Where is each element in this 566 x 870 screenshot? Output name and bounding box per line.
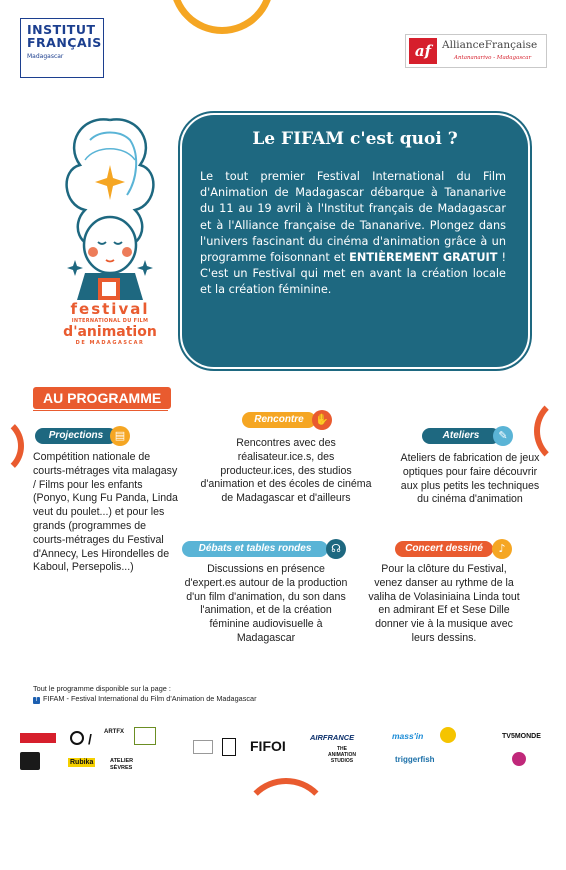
af-mark: af <box>409 38 437 64</box>
ateliers-text: Ateliers de fabrication de jeux optiques pour faire découvrir aux plus petits les techniques du cinéma d'animation <box>400 452 540 506</box>
info-text: ! C'est un Festival qui met en avant la création locale et la création féminine. <box>200 251 506 297</box>
festival-title <box>60 300 160 346</box>
sponsor-logo <box>20 733 56 743</box>
projections-text: Compétition nationale de courts-métrages vita malagasy / Films pour les enfants (Ponyo, Kung Fu Panda, Linda veut du poulet...) et pour les grands (programmes de courts-métrages du Festival d'Annecy, Les Hirondelles de Kaboul, Persepolis...) <box>33 451 178 574</box>
logo-text: Antananarivo - Madagascar <box>454 55 532 61</box>
debats-label: Débats et tables rondes <box>182 541 328 557</box>
logo-text: FRANÇAIS <box>27 35 102 50</box>
sponsor-logo <box>70 731 84 745</box>
concert-label: Concert dessiné <box>395 541 493 557</box>
discussion-icon: ☊ <box>326 539 346 559</box>
programme-heading: AU PROGRAMME <box>33 387 171 409</box>
atelier-sevres-logo: ATELIER SÈVRES <box>110 758 134 771</box>
airfrance-logo: AIRFRANCE <box>310 733 355 742</box>
divider <box>33 410 168 411</box>
rencontre-label: Rencontre <box>242 412 316 428</box>
festival-title-sub: INTERNATIONAL DU FILM <box>71 318 149 324</box>
handshake-icon: ✋ <box>312 410 332 430</box>
decorative-arc <box>240 778 332 870</box>
info-body <box>200 169 506 299</box>
film-icon: ▤ <box>110 426 130 446</box>
ateliers-label: Ateliers <box>422 428 500 444</box>
animation-studios-logo: THE ANIMATION STUDIOS <box>328 746 356 764</box>
music-icon: ♪ <box>492 539 512 559</box>
info-box <box>182 115 528 367</box>
logo-text: AllianceFrançaise <box>442 39 538 51</box>
sponsor-logo <box>512 752 526 766</box>
info-text: Le tout premier Festival International du Film d'Animation de Madagascar débarque à Tananarive du 11 au 19 avril à l'Institut français de Madagascar et à l'Alliance française de Tananarive. Plongez dans l'univers fascinant du cinéma d'animation grâce à un programme foisonnant et <box>200 170 506 265</box>
festival-title-word: d'animation <box>63 324 157 340</box>
massin-logo: mass'in <box>392 731 424 741</box>
logo-text: INSTITUT <box>27 22 96 37</box>
facebook-page-name: FIFAM - Festival International du Film d'Animation de Madagascar <box>43 694 257 703</box>
facebook-icon: f <box>33 697 40 704</box>
logo-text: Madagascar <box>27 53 64 60</box>
footer-info <box>33 684 257 704</box>
rubika-logo: Rubika <box>70 759 94 766</box>
sponsor-logo <box>440 727 456 743</box>
projections-label: Projections <box>35 428 117 444</box>
tv5monde-logo: TV5MONDE <box>502 733 541 740</box>
sponsor-logo <box>134 727 156 745</box>
info-text-strong: ENTIÈREMENT GRATUIT <box>349 251 498 265</box>
footer-line: Tout le programme disponible sur la page : <box>33 684 171 693</box>
info-title: Le FIFAM c'est quoi ? <box>252 129 458 149</box>
workshop-icon: ✎ <box>493 426 513 446</box>
sponsor-logo <box>20 752 40 770</box>
rencontre-text: Rencontres avec des réalisateur.ice.s, des producteur.ices, des studios d'animation et des écoles de cinéma de Madagascar et d'ailleurs <box>200 437 372 505</box>
concert-text: Pour la clôture du Festival, venez danser au rythme de la valiha de Volasiniaina Linda tout en admirant Ef et Sese Dille donner vie à la musique avec leurs dessins. <box>368 563 520 644</box>
festival-title-word: festival <box>70 300 150 318</box>
debats-text: Discussions en présence d'expert.es autour de la production d'un film d'animation, du son dans l'animation, et de la création féminine audiovisuelle à Madagascar <box>184 563 348 644</box>
sponsor-logo <box>193 740 213 754</box>
sponsor-logo <box>222 738 236 756</box>
triggerfish-logo: triggerfish <box>395 755 435 764</box>
facebook-page-link[interactable] <box>33 694 257 704</box>
fifoi-logo: FIFOI <box>250 738 286 754</box>
festival-title-sub: DE MADAGASCAR <box>75 340 145 346</box>
decorative-arc <box>148 0 295 56</box>
institut-francais-logo <box>20 18 104 78</box>
artfx-logo: ARTFX <box>104 729 124 735</box>
alliance-francaise-logo <box>405 34 547 68</box>
sponsor-logo: / <box>88 731 92 747</box>
decorative-arc <box>0 415 24 477</box>
